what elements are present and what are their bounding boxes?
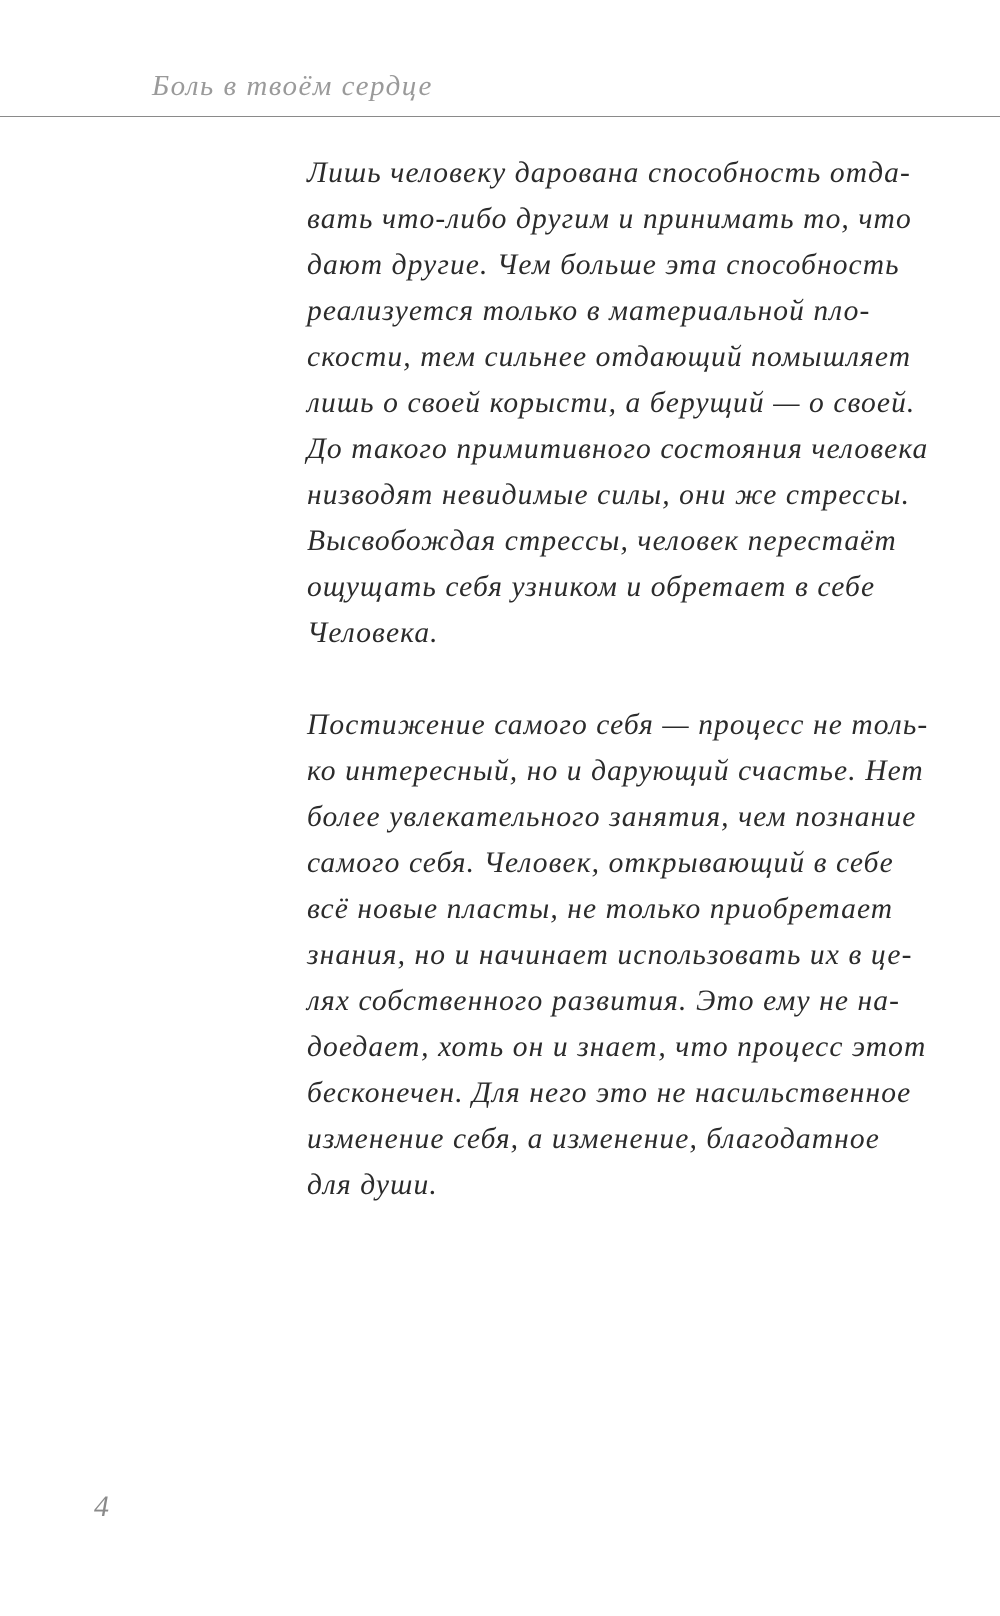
text-line: Постижение самого себя — процесс не толь-	[307, 709, 929, 741]
text-line: реализуется только в материальной пло-	[307, 295, 871, 327]
text-line: низводят невидимые силы, они же стрессы.	[307, 479, 911, 511]
text-line: лишь о своей корысти, а берущий — о своей.	[307, 387, 916, 419]
text-line: До такого примитивного состояния человека	[307, 433, 929, 465]
paragraph	[307, 702, 929, 1208]
paragraph-gap	[307, 656, 907, 702]
page-number: 4	[94, 1490, 109, 1523]
text-line: ко интересный, но и дарующий счастье. Нет	[307, 755, 924, 787]
paragraph	[307, 150, 929, 656]
text-line: ощущать себя узником и обретает в себе	[307, 571, 876, 603]
text-line: доедает, хоть он и знает, что процесс этот	[307, 1031, 927, 1063]
header-rule	[0, 116, 1000, 117]
body-text	[307, 150, 929, 1208]
text-line: самого себя. Человек, открывающий в себе	[307, 847, 894, 879]
text-line: более увлекательного занятия, чем познание	[307, 801, 917, 833]
text-line: Человека.	[307, 617, 439, 649]
text-line: всё новые пласты, не только приобретает	[307, 893, 894, 925]
text-line: бесконечен. Для него это не насильственное	[307, 1077, 912, 1109]
running-head-title: Боль в твоём сердце	[152, 70, 433, 102]
text-line: для души.	[307, 1169, 438, 1201]
text-line: Высвобождая стрессы, человек перестаёт	[307, 525, 897, 557]
text-line: вать что-либо другим и принимать то, что	[307, 203, 912, 235]
text-line: скости, тем сильнее отдающий помышляет	[307, 341, 912, 373]
text-line: лях собственного развития. Это ему не на-	[307, 985, 901, 1017]
text-line: Лишь человеку дарована способность отда-	[307, 157, 911, 189]
text-line: дают другие. Чем больше эта способность	[307, 249, 900, 281]
text-line: знания, но и начинает использовать их в це-	[307, 939, 913, 971]
text-line: изменение себя, а изменение, благодатное	[307, 1123, 880, 1155]
